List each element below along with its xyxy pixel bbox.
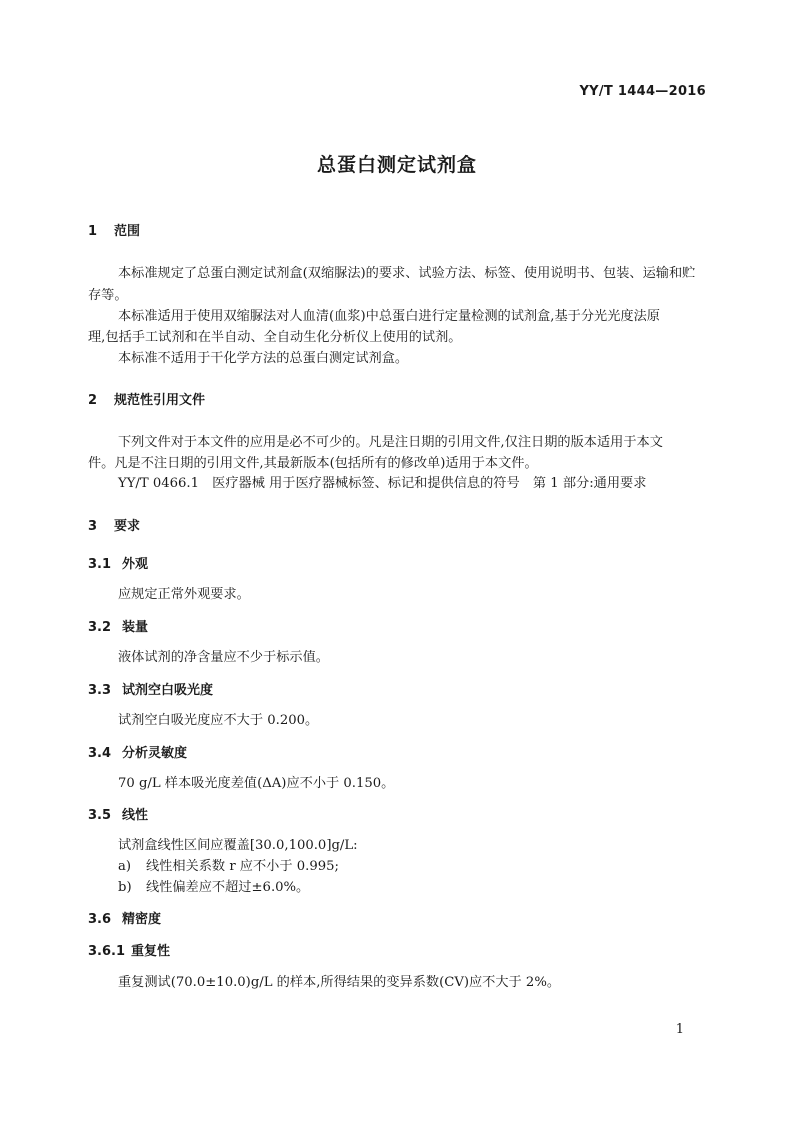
section-3-4-heading [88,742,187,761]
paragraph: 本标准规定了总蛋白测定试剂盒(双缩脲法)的要求、试验方法、标签、使用说明书、包装、运输和贮 [118,266,696,281]
section-title: 规范性引用文件 [114,393,206,408]
section-3-1-heading [88,553,148,572]
section-title: 线性 [122,808,149,823]
section-3-3-heading [88,679,213,698]
section-1-heading [88,220,140,239]
section-number: 3 [88,519,98,534]
section-title: 外观 [122,557,149,572]
section-number: 3.4 [88,746,112,761]
paragraph: 液体试剂的净含量应不少于标示值。 [118,650,329,665]
paragraph: 重复测试(70.0±10.0)g/L 的样本,所得结果的变异系数(CV)应不大于 2%。 [118,975,561,990]
list-marker: a) [118,859,132,874]
list-item [118,855,339,874]
document-title: 总蛋白测定试剂盒 [316,154,477,176]
paragraph: 试剂空白吸光度应不大于 0.200。 [118,713,319,728]
paragraph: 下列文件对于本文件的应用是必不可少的。凡是注日期的引用文件,仅注日期的版本适用于本文 [118,435,663,450]
paragraph: 本标准适用于使用双缩脲法对人血清(血浆)中总蛋白进行定量检测的试剂盒,基于分光光度法原 [118,309,660,324]
section-title: 重复性 [131,944,171,959]
section-3-5-heading [88,804,148,823]
paragraph: 70 g/L 样本吸光度差值(ΔA)应不小于 0.150。 [118,776,395,791]
section-number: 2 [88,393,98,408]
reference-entry: YY/T 0466.1 医疗器械 用于医疗器械标签、标记和提供信息的符号 第 1 部分:通用要求 [118,476,647,491]
paragraph: 本标准不适用于干化学方法的总蛋白测定试剂盒。 [118,351,409,366]
paragraph: 试剂盒线性区间应覆盖[30.0,100.0]g/L: [118,838,358,853]
paragraph: 存等。 [88,288,128,303]
page-number: 1 [675,1022,684,1037]
section-number: 3.5 [88,808,112,823]
section-3-2-heading [88,616,148,635]
section-number: 3.3 [88,683,112,698]
section-3-6-heading [88,908,161,927]
section-number: 1 [88,224,98,239]
section-title: 范围 [114,224,141,239]
section-3-heading [88,515,140,534]
paragraph: 理,包括手工试剂和在半自动、全自动生化分析仪上使用的试剂。 [88,330,462,345]
section-number: 3.1 [88,557,112,572]
section-title: 试剂空白吸光度 [122,683,214,698]
paragraph: 件。凡是不注日期的引用文件,其最新版本(包括所有的修改单)适用于本文件。 [88,456,538,471]
list-text: 线性偏差应不超过±6.0%。 [146,880,310,895]
section-title: 装量 [122,620,149,635]
section-number: 3.6 [88,912,112,927]
list-text: 线性相关系数 r 应不小于 0.995; [146,859,339,874]
section-title: 精密度 [122,912,162,927]
standard-number: YY/T 1444—2016 [579,84,706,99]
list-item [118,876,309,895]
list-marker: b) [118,880,132,895]
section-3-6-1-heading [88,940,170,959]
section-title: 分析灵敏度 [122,746,188,761]
section-number: 3.6.1 [88,944,126,959]
section-number: 3.2 [88,620,112,635]
paragraph: 应规定正常外观要求。 [118,587,250,602]
section-title: 要求 [114,519,141,534]
section-2-heading [88,389,205,408]
